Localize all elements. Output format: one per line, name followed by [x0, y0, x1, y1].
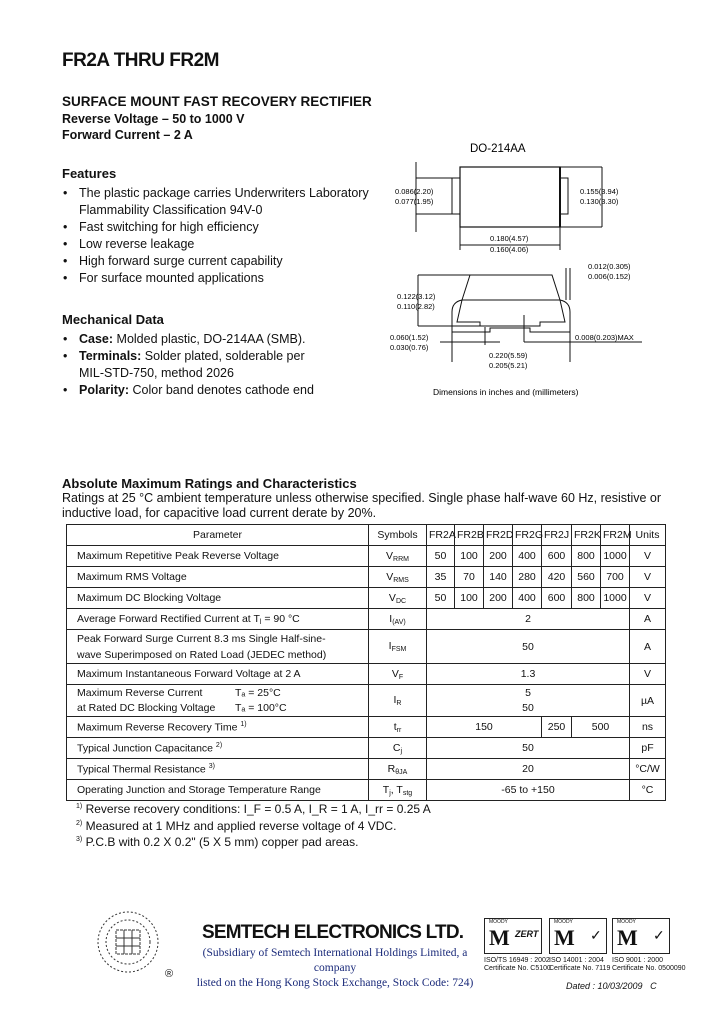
value: 400 — [513, 546, 542, 567]
value: 600 — [542, 546, 572, 567]
mech-case — [62, 331, 314, 348]
value: 100 — [455, 588, 484, 609]
company-logo — [96, 910, 166, 980]
table-row — [67, 567, 666, 588]
header-cell: FR2A — [427, 525, 455, 546]
header-cell: FR2B — [455, 525, 484, 546]
dim: 0.220(5.59) — [489, 351, 528, 360]
table-row — [67, 546, 666, 567]
symbol: $V_{RRM}$ — [369, 546, 427, 567]
features-heading: Features — [62, 166, 117, 181]
param: Average Forward Rectified Current at $T_l = 90$ °C — [67, 609, 369, 630]
table-row — [67, 759, 666, 780]
table-header — [67, 525, 666, 546]
dim: 0.086(2.20) — [395, 187, 434, 196]
dim: 0.060(1.52) — [390, 333, 429, 342]
value: 400 — [513, 588, 542, 609]
cert-text: ISO 14001 : 2004 Certificate No. 7119 — [549, 957, 611, 972]
cert-text: ISO/TS 16949 : 2002 Certificate No. C5100 — [484, 957, 551, 972]
param: Maximum Reverse Current at Rated DC Blocking Voltage Tₐ = 25°C Tₐ = 100°C — [67, 685, 369, 717]
value: 600 — [542, 588, 572, 609]
value: 50 — [427, 630, 630, 664]
value: 560 — [572, 567, 601, 588]
value: 50 — [427, 546, 455, 567]
cert-logo: M MOODY ZERT — [484, 918, 542, 954]
value: Solder plated, solderable per — [144, 349, 305, 363]
dim: 0.130(3.30) — [580, 197, 619, 206]
symbol: $C_j$ — [369, 738, 427, 759]
header-cell: FR2D — [484, 525, 513, 546]
symbol: $V_{DC}$ — [369, 588, 427, 609]
value: 280 — [513, 567, 542, 588]
symbol: $V_{RMS}$ — [369, 567, 427, 588]
param: Maximum Repetitive Peak Reverse Voltage — [67, 546, 369, 567]
value: 35 — [427, 567, 455, 588]
dim: 0.155(3.94) — [580, 187, 619, 196]
value: 800 — [572, 588, 601, 609]
dated: Dated : 10/03/2009 C — [566, 981, 657, 991]
value: 800 — [572, 546, 601, 567]
table-row — [67, 609, 666, 630]
symbol: $t_{rr}$ — [369, 717, 427, 738]
value: 1.3 — [427, 664, 630, 685]
registered-mark: ® — [165, 968, 174, 980]
table-row — [67, 685, 666, 717]
unit: °C/W — [630, 759, 666, 780]
ratings-heading: Absolute Maximum Ratings and Characteristics — [62, 476, 357, 491]
package-name: DO-214AA — [470, 143, 526, 155]
symbol: $R_{\theta JA}$ — [369, 759, 427, 780]
footnote: $^{1)}$ Reverse recovery conditions: I_F = 0.5 A, I_R = 1 A, I_rr = 0.25 A — [76, 802, 431, 816]
value: 5 50 — [427, 685, 630, 717]
table-row — [67, 588, 666, 609]
value: 2 — [427, 609, 630, 630]
table-row — [67, 630, 666, 664]
mech-polarity — [62, 382, 314, 399]
ratings-table — [66, 524, 666, 801]
symbol: $I_{FSM}$ — [369, 630, 427, 664]
value: 50 — [427, 738, 630, 759]
cert-logo: M MOODY ✓ — [612, 918, 670, 954]
unit: ns — [630, 717, 666, 738]
symbol: $T_j$, $T_{stg}$ — [369, 780, 427, 801]
unit: V — [630, 546, 666, 567]
param: Operating Junction and Storage Temperature Range — [67, 780, 369, 801]
dim: 0.030(0.76) — [390, 343, 429, 352]
header-cell: Parameter — [67, 525, 369, 546]
header-cell: FR2J — [542, 525, 572, 546]
mechanical-list — [62, 331, 314, 399]
table-row — [67, 738, 666, 759]
dim: 0.012(0.305) — [588, 262, 631, 271]
value: 1000 — [601, 546, 630, 567]
symbol: $V_F$ — [369, 664, 427, 685]
param: Peak Forward Surge Current 8.3 ms Single Half-sine- wave Superimposed on Rated Load (JEDEC method) — [67, 630, 369, 664]
value: 200 — [484, 588, 513, 609]
forward-current: Forward Current – 2 A — [62, 128, 193, 142]
footnotes — [76, 800, 431, 850]
dim: 0.205(5.21) — [489, 361, 528, 370]
dim: 0.180(4.57) — [490, 234, 529, 243]
param: Maximum DC Blocking Voltage — [67, 588, 369, 609]
value: 20 — [427, 759, 630, 780]
dim: 0.077(1.95) — [395, 197, 434, 206]
subtitle: SURFACE MOUNT FAST RECOVERY RECTIFIER — [62, 94, 372, 109]
footnote: $^{2)}$ Measured at 1 MHz and applied reverse voltage of 4 VDC. — [76, 818, 397, 833]
dim: 0.006(0.152) — [588, 272, 631, 281]
param: Maximum Instantaneous Forward Voltage at 2 A — [67, 664, 369, 685]
label: Terminals: — [79, 349, 142, 363]
page-title: FR2A THRU FR2M — [62, 50, 219, 71]
table-row — [67, 717, 666, 738]
unit: V — [630, 588, 666, 609]
value: 100 — [455, 546, 484, 567]
feature-item: Flammability Classification 94V-0 — [79, 203, 263, 217]
mech-terminals-cont: MIL-STD-750, method 2026 — [79, 366, 234, 380]
value: 420 — [542, 567, 572, 588]
feature-item: • Low reverse leakage — [62, 236, 369, 253]
table-row — [67, 780, 666, 801]
value: 70 — [455, 567, 484, 588]
feature-item: • The plastic package carries Underwriters Laboratory — [62, 185, 369, 202]
value: 200 — [484, 546, 513, 567]
param: Typical Thermal Resistance $^{3)}$ — [67, 759, 369, 780]
value: 50 — [427, 588, 455, 609]
symbol: $I_{(AV)}$ — [369, 609, 427, 630]
cert-logo: M MOODY ✓ — [549, 918, 607, 954]
dim: 0.008(0.203)MAX — [575, 333, 634, 342]
symbol: $I_R$ — [369, 685, 427, 717]
value: 150 — [427, 717, 542, 738]
value: 700 — [601, 567, 630, 588]
header-cell: FR2K — [572, 525, 601, 546]
dim: 0.160(4.06) — [490, 245, 529, 254]
package-diagram — [380, 140, 660, 400]
unit: A — [630, 609, 666, 630]
company-subsidiary: (Subsidiary of Semtech International Holdings Limited, a company listed on the Hong Kong Stock Exchange, Stock Code: 724) — [196, 947, 474, 989]
header-cell: Units — [630, 525, 666, 546]
unit: A — [630, 630, 666, 664]
mechanical-heading: Mechanical Data — [62, 312, 164, 327]
ratings-note-2: inductive load, for capacitive load current derate by 20%. — [62, 506, 377, 520]
unit: V — [630, 664, 666, 685]
cert-text: ISO 9001 : 2000 Certificate No. 0500090 — [612, 957, 686, 972]
header-cell: FR2M — [601, 525, 630, 546]
value: 250 — [542, 717, 572, 738]
header-cell: FR2G — [513, 525, 542, 546]
unit: µA — [630, 685, 666, 717]
feature-item: • Fast switching for high efficiency — [62, 219, 369, 236]
value: 1000 — [601, 588, 630, 609]
header-cell: Symbols — [369, 525, 427, 546]
unit: °C — [630, 780, 666, 801]
reverse-voltage: Reverse Voltage – 50 to 1000 V — [62, 112, 245, 126]
param: Typical Junction Capacitance $^{2)}$ — [67, 738, 369, 759]
param: Maximum RMS Voltage — [67, 567, 369, 588]
param: Maximum Reverse Recovery Time $^{1)}$ — [67, 717, 369, 738]
features-list — [62, 185, 369, 287]
footnote: $^{3)}$ P.C.B with 0.2 X 0.2" (5 X 5 mm) copper pad areas. — [76, 835, 359, 849]
value: Molded plastic, DO-214AA (SMB). — [116, 332, 306, 346]
value: -65 to +150 — [427, 780, 630, 801]
value: 140 — [484, 567, 513, 588]
dim: 0.122(3.12) — [397, 292, 436, 301]
unit: pF — [630, 738, 666, 759]
ratings-note: Ratings at 25 °C ambient temperature unless otherwise specified. Single phase half-wave 60 Hz, resistive or — [62, 491, 662, 505]
feature-item: • For surface mounted applications — [62, 270, 369, 287]
label: Case: — [79, 332, 114, 346]
value: Color band denotes cathode end — [132, 383, 314, 397]
unit: V — [630, 567, 666, 588]
label: Polarity: — [79, 383, 130, 397]
company-name: SEMTECH ELECTRONICS LTD. — [202, 922, 464, 943]
table-row — [67, 664, 666, 685]
diagram-caption: Dimensions in inches and (millimeters) — [433, 387, 579, 397]
feature-item: • High forward surge current capability — [62, 253, 369, 270]
mech-terminals — [62, 348, 314, 365]
value: 500 — [572, 717, 630, 738]
dim: 0.110(2.82) — [397, 302, 435, 311]
